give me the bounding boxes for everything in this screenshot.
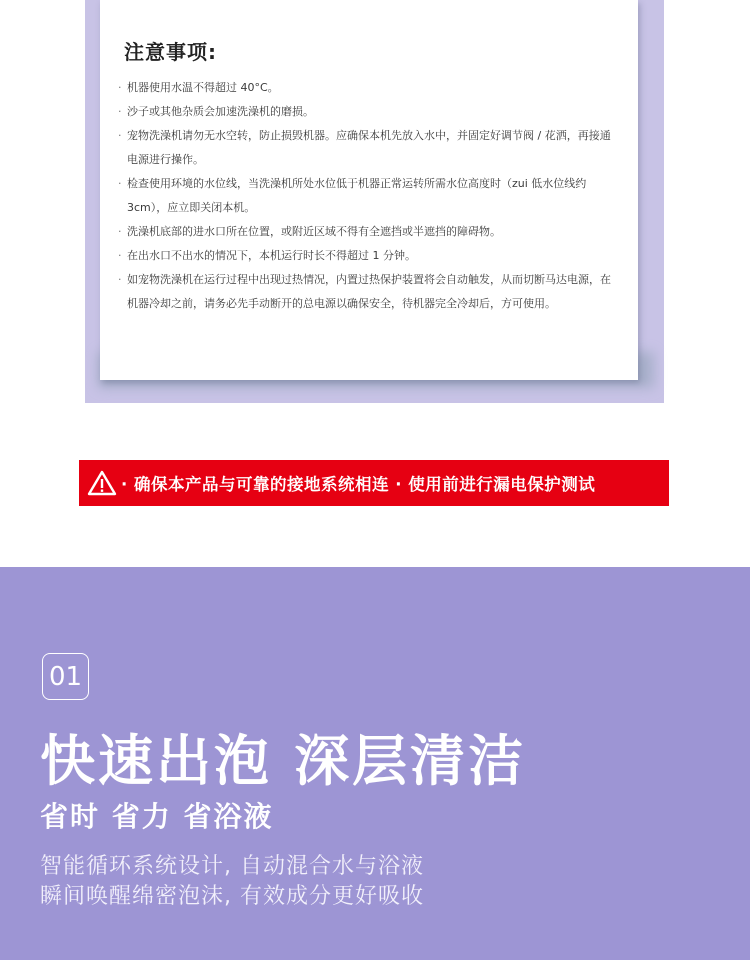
notice-list bbox=[118, 76, 618, 316]
notice-card bbox=[100, 0, 638, 380]
notice-item: · 沙子或其他杂质会加速洗澡机的磨损。 bbox=[118, 100, 618, 124]
notice-item: · 洗澡机底部的进水口所在位置，或附近区域不得有全遮挡或半遮挡的障碍物。 bbox=[118, 220, 618, 244]
warning-text: · 确保本产品与可靠的接地系统相连 · 使用前进行漏电保护测试 bbox=[121, 475, 596, 494]
feature-section bbox=[0, 567, 750, 960]
notice-item: · 宠物洗澡机请勿无水空转，防止损毁机器。应确保本机先放入水中，并固定好调节阀 / 花洒，再接通电源进行操作。 bbox=[118, 124, 618, 172]
feature-description-line: 瞬间唤醒绵密泡沫, 有效成分更好吸收 bbox=[40, 884, 424, 909]
notice-item: · 检查使用环境的水位线，当洗澡机所处水位低于机器正常运转所需水位高度时（zui 低水位线约 3cm），应立即关闭本机。 bbox=[118, 172, 618, 220]
warning-banner bbox=[79, 460, 669, 506]
warning-triangle-icon bbox=[87, 470, 117, 496]
feature-description-line: 智能循环系统设计, 自动混合水与浴液 bbox=[40, 854, 424, 879]
feature-title: 快速出泡 深层清洁 bbox=[40, 729, 527, 793]
notice-item: · 机器使用水温不得超过 40°C。 bbox=[118, 76, 618, 100]
feature-subtitle: 省时 省力 省浴液 bbox=[40, 800, 274, 833]
notice-title: 注意事项: bbox=[124, 40, 217, 64]
notice-item: · 如宠物洗澡机在运行过程中出现过热情况，内置过热保护装置将会自动触发，从而切断马达电源，在机器冷却之前，请务必先手动断开的总电源以确保安全，待机器完全冷却后，方可使用。 bbox=[118, 268, 618, 316]
notice-item: · 在出水口不出水的情况下，本机运行时长不得超过 1 分钟。 bbox=[118, 244, 618, 268]
feature-number-badge: 01 bbox=[42, 653, 89, 700]
